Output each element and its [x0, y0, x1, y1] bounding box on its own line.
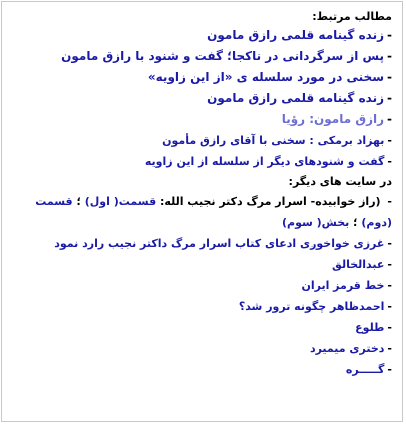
- other-site-link-item: [8, 359, 392, 380]
- other-site-link-item: [8, 233, 392, 254]
- related-link[interactable]: گفت و شنودهای دیگر از سلسله از این زاویه: [144, 155, 385, 168]
- related-link[interactable]: بهزاد برمکی : سخنی با آقای رازق مأمون: [162, 134, 385, 147]
- book-separator-2: ؛: [353, 216, 358, 229]
- book-part-1-link[interactable]: قسمت( اول): [84, 195, 157, 208]
- related-links-list: [8, 25, 392, 172]
- other-links-list: [8, 233, 392, 380]
- related-link-item: [8, 67, 392, 88]
- other-site-link[interactable]: گـــــره: [345, 363, 385, 376]
- list-dash: -: [387, 112, 392, 126]
- list-dash: -: [387, 258, 392, 271]
- list-dash: -: [387, 28, 392, 42]
- list-dash: -: [387, 363, 392, 376]
- related-link[interactable]: زنده گینامه قلمی رازق مامون: [207, 28, 385, 42]
- related-link-item: [8, 130, 392, 151]
- other-site-link[interactable]: غرزی خواخوږی ادعای کتاب اسرار مرگ داکتر نجیب رارد نمود: [54, 237, 385, 250]
- book-part-3-link[interactable]: بخش( سوم): [282, 216, 350, 229]
- book-part-2-link[interactable]: قسمت (دوم): [35, 195, 392, 229]
- related-link-item: [8, 151, 392, 172]
- list-dash: -: [387, 195, 392, 208]
- other-sites-heading: در سایت های دیگر:: [288, 175, 392, 188]
- book-item: [8, 191, 392, 233]
- list-dash: -: [387, 91, 392, 105]
- other-site-link-item: [8, 338, 392, 359]
- related-link[interactable]: سخنی در مورد سلسله ی «از این زاویه»: [147, 70, 385, 84]
- other-site-link[interactable]: عبدالخالق: [332, 258, 385, 271]
- other-site-link[interactable]: احمدظاهر چگونه ترور شد؟: [238, 300, 385, 313]
- related-heading: مطالب مرتبط:: [312, 10, 392, 23]
- list-dash: -: [387, 300, 392, 313]
- related-link-item: [8, 46, 392, 67]
- related-link[interactable]: پس از سرگردانی در ناکجا؛ گفت و شنود با رازق مامون: [61, 49, 385, 63]
- list-dash: -: [387, 237, 392, 250]
- related-link[interactable]: زنده گینامه قلمی رازق مامون: [207, 91, 385, 105]
- other-site-link[interactable]: دختری میمیرد: [309, 342, 385, 355]
- list-dash: -: [387, 49, 392, 63]
- related-link-item: [8, 25, 392, 46]
- related-link-item: [8, 109, 392, 130]
- book-prefix: (راز خوابیده- اسرار مرگ دکتر نجیب الله:: [160, 195, 381, 208]
- list-dash: -: [387, 70, 392, 84]
- other-site-link[interactable]: طلوع: [355, 321, 385, 334]
- other-site-link-item: [8, 254, 392, 275]
- related-link[interactable]: رازق مامون: رؤیا: [281, 112, 385, 126]
- list-dash: -: [387, 321, 392, 334]
- related-articles-panel: [1, 1, 403, 422]
- list-dash: -: [387, 134, 392, 147]
- other-site-link-item: [8, 275, 392, 296]
- related-articles-content: [8, 8, 392, 380]
- other-site-link-item: [8, 296, 392, 317]
- other-site-link-item: [8, 317, 392, 338]
- list-dash: -: [387, 342, 392, 355]
- related-link-item: [8, 88, 392, 109]
- list-dash: -: [387, 155, 392, 168]
- book-separator-1: ؛: [76, 195, 81, 208]
- list-dash: -: [387, 279, 392, 292]
- other-site-link[interactable]: خط قرمز ایران: [301, 279, 385, 292]
